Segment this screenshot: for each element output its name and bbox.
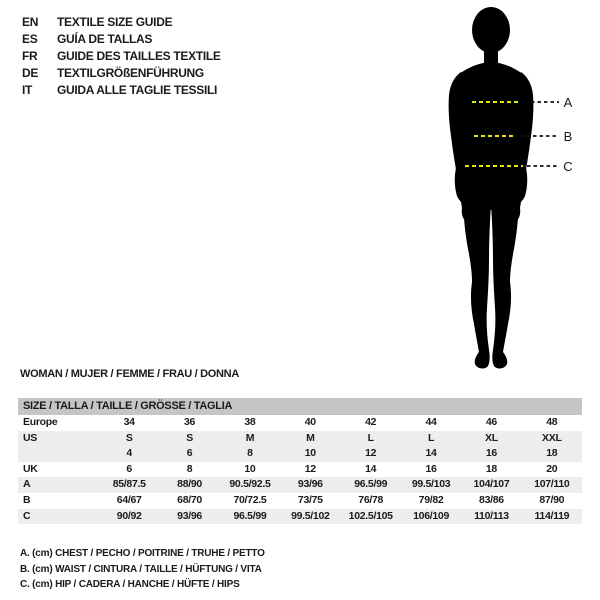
lang-row-it: [22, 82, 221, 99]
size-cell: 16: [485, 447, 497, 460]
size-cell: 114/119: [534, 509, 570, 522]
lang-row-es: [22, 31, 221, 48]
size-cell: 70/72.5: [233, 493, 267, 506]
size-cell: 102.5/105: [348, 509, 393, 522]
size-cell: 10: [244, 462, 256, 475]
measurement-legend: [20, 546, 265, 593]
size-cell: 110/113: [474, 509, 509, 522]
size-cell: S: [125, 431, 133, 444]
size-cell: 88/90: [177, 478, 202, 491]
size-cell: 14: [365, 462, 377, 475]
marker-label-b: B: [563, 129, 573, 144]
woman-silhouette-figure: [435, 2, 585, 376]
size-cell: S: [186, 431, 193, 444]
row-label: A: [23, 478, 31, 491]
marker-label-a: A: [563, 95, 573, 110]
size-cell: 96.5/99: [233, 509, 267, 522]
table-row: [18, 462, 582, 478]
lang-code: DE: [22, 66, 39, 80]
row-label: Europe: [23, 416, 58, 428]
size-cell: 68/70: [177, 493, 202, 506]
size-cell: 93/96: [177, 509, 202, 522]
language-title-list: [22, 14, 221, 99]
size-cell: 34: [123, 416, 135, 428]
size-cell: 44: [425, 416, 437, 428]
table-row: [18, 477, 582, 493]
size-table-body: [18, 415, 582, 524]
row-label: US: [23, 431, 37, 444]
size-cell: 8: [247, 447, 253, 460]
size-cell: 83/86: [479, 493, 504, 506]
legend-waist: B. (cm) WAIST / CINTURA / TAILLE / HÜFTUNG / VITA: [20, 563, 262, 575]
size-cell: 107/110: [534, 478, 570, 491]
size-cell: 104/107: [473, 478, 510, 491]
size-cell: 48: [546, 416, 558, 428]
row-label: UK: [23, 462, 38, 475]
size-cell: 10: [304, 447, 316, 460]
size-cell: 4: [126, 447, 132, 460]
lang-row-de: [22, 65, 221, 82]
size-cell: XXL: [542, 431, 562, 444]
table-row: [18, 493, 582, 509]
size-cell: 42: [365, 416, 377, 428]
size-cell: 90.5/92.5: [229, 478, 271, 491]
size-cell: 14: [425, 447, 437, 460]
size-cell: 18: [546, 447, 558, 460]
size-cell: 6: [126, 462, 132, 475]
size-cell: 12: [304, 462, 316, 475]
size-cell: 8: [186, 462, 193, 475]
size-cell: 20: [546, 462, 558, 475]
size-cell: 99.5/103: [411, 478, 451, 491]
silhouette-leg-right: [491, 198, 518, 368]
lang-title: GUIDE DES TAILLES TEXTILE: [57, 49, 221, 63]
size-cell: 96.5/99: [354, 478, 388, 491]
lang-code: FR: [22, 49, 38, 63]
gender-title: WOMAN / MUJER / FEMME / FRAU / DONNA: [20, 368, 239, 380]
size-cell: L: [428, 431, 435, 444]
size-cell: 40: [304, 416, 316, 428]
size-cell: 16: [425, 462, 437, 475]
lang-row-en: [22, 14, 221, 31]
silhouette-leg-left: [464, 198, 491, 368]
table-row: [18, 431, 582, 447]
lang-title: TEXTILE SIZE GUIDE: [57, 15, 173, 29]
lang-title: TEXTILGRÖßENFÜHRUNG: [57, 66, 204, 80]
size-cell: 12: [365, 447, 377, 460]
size-cell: M: [245, 431, 255, 444]
lang-title: GUIDA ALLE TAGLIE TESSILI: [57, 83, 218, 97]
row-label: B: [23, 493, 31, 506]
size-cell: 18: [485, 462, 497, 475]
size-cell: 73/75: [297, 493, 323, 506]
size-cell: 38: [244, 416, 256, 428]
size-cell: L: [367, 431, 374, 444]
table-row: [18, 415, 582, 431]
size-cell: 46: [485, 416, 497, 428]
table-row: [18, 509, 582, 525]
lang-row-fr: [22, 48, 221, 65]
lang-code: ES: [22, 32, 38, 46]
marker-label-c: C: [563, 159, 573, 174]
size-cell: M: [306, 431, 315, 444]
size-cell: 6: [186, 447, 193, 460]
size-cell: 93/96: [297, 478, 323, 491]
size-cell: XL: [485, 431, 498, 444]
legend-hip: C. (cm) HIP / CADERA / HANCHE / HÜFTE / HIPS: [20, 579, 240, 590]
size-cell: 87/90: [539, 493, 565, 506]
lang-code: IT: [22, 83, 33, 97]
size-cell: 64/67: [116, 493, 142, 506]
size-cell: 106/109: [413, 509, 449, 522]
size-cell: 76/78: [358, 493, 384, 506]
size-cell: 36: [184, 416, 196, 428]
silhouette-body: [449, 7, 534, 368]
table-row: [18, 446, 582, 462]
size-cell: 99.5/102: [291, 509, 330, 522]
size-table: [18, 398, 582, 524]
measure-labels: [563, 95, 572, 174]
size-cell: 79/82: [418, 493, 444, 506]
row-label: C: [23, 509, 31, 522]
row-label: [18, 446, 99, 462]
size-cell: 90/92: [116, 509, 142, 522]
size-table-header: SIZE / TALLA / TAILLE / GRÖSSE / TAGLIA: [18, 398, 582, 415]
lang-code: EN: [22, 15, 39, 29]
size-cell: 85/87.5: [112, 478, 146, 491]
legend-chest: A. (cm) CHEST / PECHO / POITRINE / TRUHE / PETTO: [20, 548, 265, 559]
lang-title: GUÍA DE TALLAS: [57, 32, 153, 46]
